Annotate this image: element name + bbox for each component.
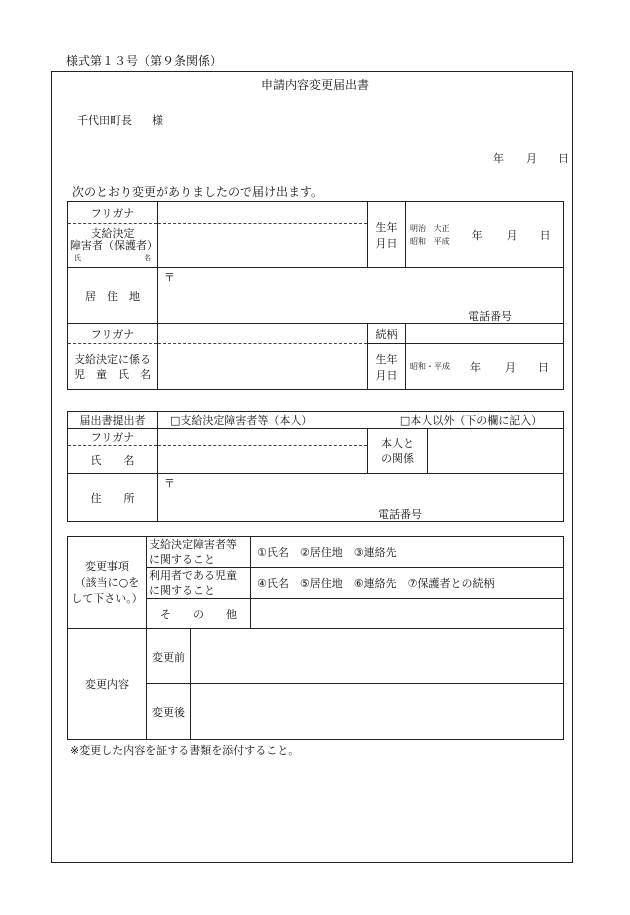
submitter-address-label: 住 所	[68, 474, 158, 522]
cat1-options[interactable]: ①氏名 ②居住地 ③連絡先	[251, 537, 564, 568]
applicant-address-label: 居 住 地	[68, 268, 158, 324]
submitter-furigana-label: フリガナ	[68, 429, 158, 446]
submitter-relation-label: 本人と の関係	[368, 429, 428, 474]
footnote: ※変更した内容を証する書類を添付すること。	[70, 744, 300, 757]
submission-month: 月	[526, 152, 537, 165]
before-label: 変更前	[147, 629, 191, 684]
applicant-furigana-label: フリガナ	[68, 202, 158, 224]
submitter-name-field[interactable]	[158, 446, 368, 474]
addressee-name: 千代田町長	[77, 114, 132, 127]
applicant-birth-label: 生年 月日	[368, 202, 406, 268]
submitter-label: 届出書提出者	[68, 412, 158, 429]
applicant-address-field[interactable]	[158, 268, 564, 324]
cat1-label: 支給決定障害者等 に関すること	[147, 537, 251, 568]
child-name-field[interactable]	[158, 344, 368, 390]
applicant-name-field[interactable]	[158, 224, 368, 268]
change-content-label: 変更内容	[68, 629, 147, 740]
form-title: 申請内容変更届出書	[260, 78, 369, 92]
child-birth-label: 生年 月日	[368, 344, 406, 390]
child-relation-field[interactable]	[406, 324, 564, 344]
cat2-label: 利用者である児童 に関すること	[147, 568, 251, 599]
child-birth-field[interactable]: 昭和・平成 年 月 日	[406, 344, 564, 390]
submitter-relation-field[interactable]	[428, 429, 564, 474]
applicant-furigana-field[interactable]	[158, 202, 368, 224]
applicant-phone-label: 電話番号	[468, 310, 512, 323]
after-field[interactable]	[191, 684, 564, 740]
submission-day: 日	[558, 152, 569, 165]
option-other-checkbox[interactable]: □本人以外（下の欄に記入）	[399, 414, 543, 427]
child-furigana-label: フリガナ	[68, 324, 158, 344]
submitter-address-field[interactable]	[158, 474, 564, 522]
addressee-honorific: 様	[152, 114, 163, 127]
submitter-phone-label: 電話番号	[378, 508, 422, 521]
applicant-table	[67, 201, 564, 390]
form-number: 様式第１３号（第９条関係）	[66, 54, 223, 68]
other-field[interactable]	[251, 599, 564, 629]
submitter-table	[67, 411, 564, 522]
child-furigana-field[interactable]	[158, 324, 368, 344]
submission-year: 年	[493, 152, 504, 165]
child-relation-label: 続柄	[368, 324, 406, 344]
other-label: そ の 他	[147, 599, 251, 629]
cat2-options[interactable]: ④氏名 ⑤居住地 ⑥連絡先 ⑦保護者との続柄	[251, 568, 564, 599]
submitter-postal-mark: 〒	[164, 477, 175, 490]
child-name-label: 支給決定に係る 児 童 氏 名	[68, 344, 158, 390]
before-field[interactable]	[191, 629, 564, 684]
submitter-furigana-field[interactable]	[158, 429, 368, 446]
intro-text: 次のとおり変更がありましたので届け出ます。	[72, 185, 324, 199]
changes-table	[67, 536, 564, 740]
change-items-label: 変更事項 （該当に○を して下さい。）	[68, 537, 147, 629]
submitter-options	[158, 412, 564, 429]
option-self-checkbox[interactable]: □支給決定障害者等（本人）	[170, 414, 313, 427]
submitter-name-label: 氏 名	[68, 446, 158, 474]
postal-mark: 〒	[164, 271, 175, 284]
after-label: 変更後	[147, 684, 191, 740]
applicant-name-label: 支給決定 障害者（保護者） 氏 名	[68, 224, 158, 268]
applicant-birth-field[interactable]: 明治 大正 昭和 平成 年 月 日	[406, 202, 564, 268]
